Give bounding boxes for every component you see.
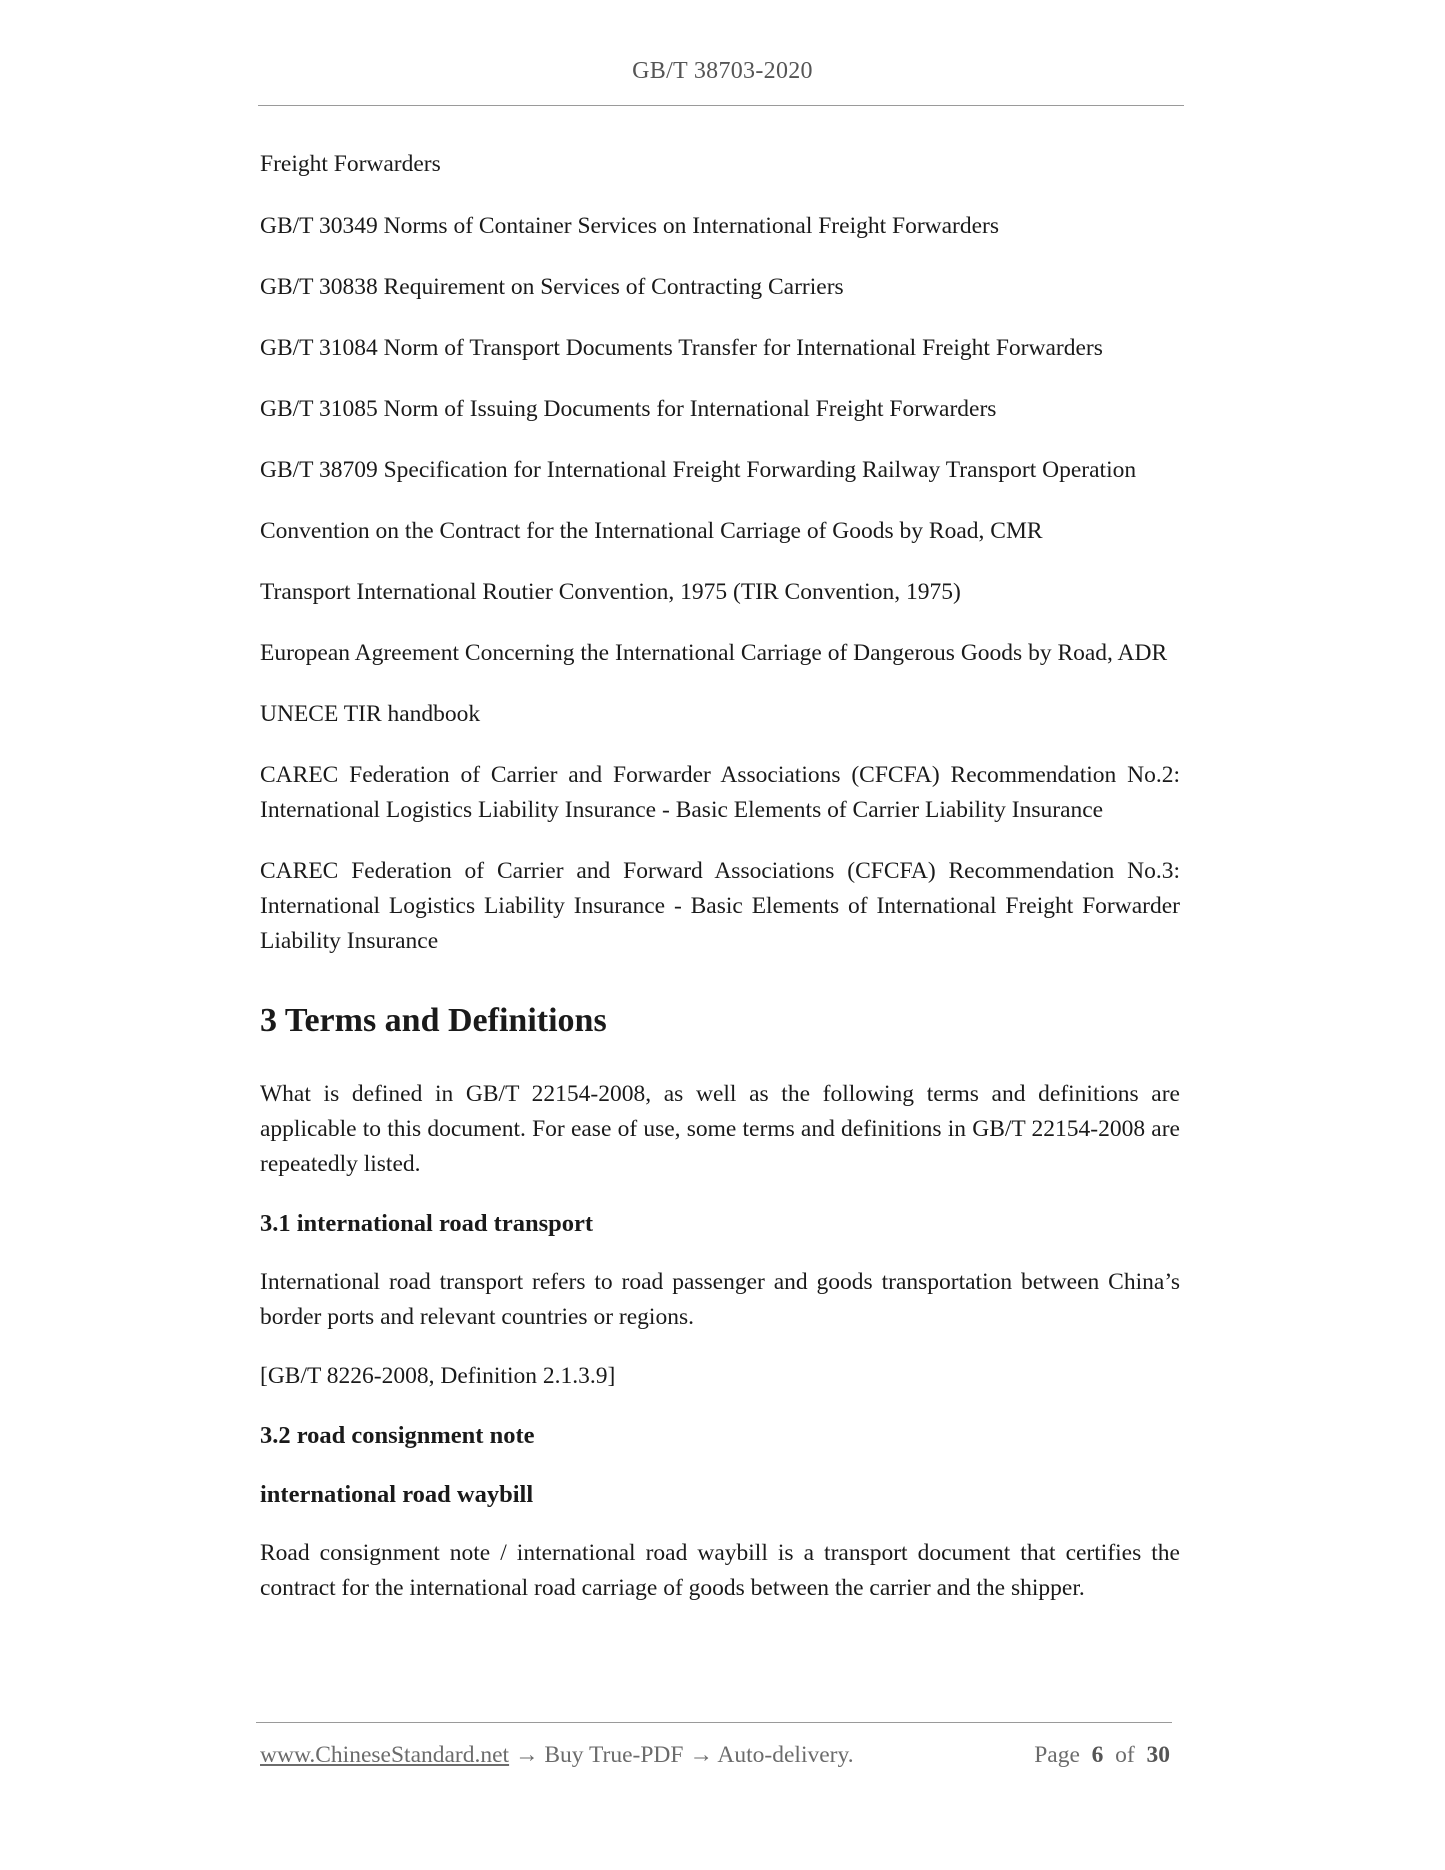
page-total: 30: [1146, 1742, 1170, 1768]
reference-item: GB/T 38709 Specification for International Freight Forwarding Railway Transport Operation: [260, 457, 1137, 483]
footer-purchase-info: [260, 1742, 854, 1769]
reference-item: CAREC Federation of Carrier and Forwarder Associations (CFCFA) Recommendation No.2: International Logistics Liability Insurance - Basic Elements of Carrier Liability Insurance: [260, 762, 1180, 823]
reference-item: Transport International Routier Convention, 1975 (TIR Convention, 1975): [260, 579, 961, 605]
reference-item: GB/T 31084 Norm of Transport Documents Transfer for International Freight Forwarders: [260, 335, 1103, 361]
page-indicator: [1034, 1742, 1170, 1769]
arrow-right-icon: →: [514, 1742, 539, 1768]
section-3-intro: What is defined in GB/T 22154-2008, as well as the following terms and definitions are applicable to this document. For ease of use, some terms and definitions in GB/T 22154-2008 are repeatedly listed.: [260, 1081, 1180, 1177]
page-number: 6: [1091, 1742, 1104, 1768]
term-3-2-alt-heading: international road waybill: [260, 1481, 534, 1508]
of-label: of: [1115, 1742, 1135, 1768]
reference-item: UNECE TIR handbook: [260, 701, 481, 727]
reference-item: CAREC Federation of Carrier and Forward Associations (CFCFA) Recommendation No.3: International Logistics Liability Insurance - Basic Elements of International Freight Forwarder Liability Insurance: [260, 858, 1180, 954]
term-3-1-heading: 3.1 international road transport: [260, 1210, 594, 1237]
reference-item: GB/T 31085 Norm of Issuing Documents for International Freight Forwarders: [260, 396, 997, 422]
page-content: [260, 147, 1180, 1630]
section-3-heading: 3 Terms and Definitions: [260, 1002, 607, 1039]
reference-item: GB/T 30349 Norms of Container Services on International Freight Forwarders: [260, 213, 1000, 239]
reference-item: Freight Forwarders: [260, 151, 441, 177]
chinesestandard-link[interactable]: www.ChineseStandard.net: [260, 1742, 510, 1768]
header-doc-id: GB/T 38703-2020: [632, 58, 813, 84]
arrow-right-icon: →: [689, 1742, 713, 1768]
reference-item: European Agreement Concerning the International Carriage of Dangerous Goods by Road, ADR: [260, 640, 1168, 666]
term-3-1-source: [GB/T 8226-2008, Definition 2.1.3.9]: [260, 1363, 616, 1389]
term-3-1-definition: International road transport refers to road passenger and goods transportation between China’s border ports and relevant countries or regions.: [260, 1269, 1180, 1330]
page-label: Page: [1034, 1742, 1080, 1768]
reference-item: GB/T 30838 Requirement on Services of Contracting Carriers: [260, 274, 844, 300]
normative-references-list: [260, 147, 1180, 959]
auto-delivery-text: Auto-delivery.: [717, 1742, 854, 1768]
header-divider: [258, 105, 1184, 106]
buy-true-pdf-text: Buy True-PDF: [544, 1742, 684, 1768]
footer-divider: [256, 1722, 1172, 1723]
term-3-2-heading: 3.2 road consignment note: [260, 1422, 535, 1449]
term-3-2-definition: Road consignment note / international road waybill is a transport document that certifies the contract for the international road carriage of goods between the carrier and the shipper.: [260, 1540, 1180, 1601]
reference-item: Convention on the Contract for the International Carriage of Goods by Road, CMR: [260, 518, 1043, 544]
